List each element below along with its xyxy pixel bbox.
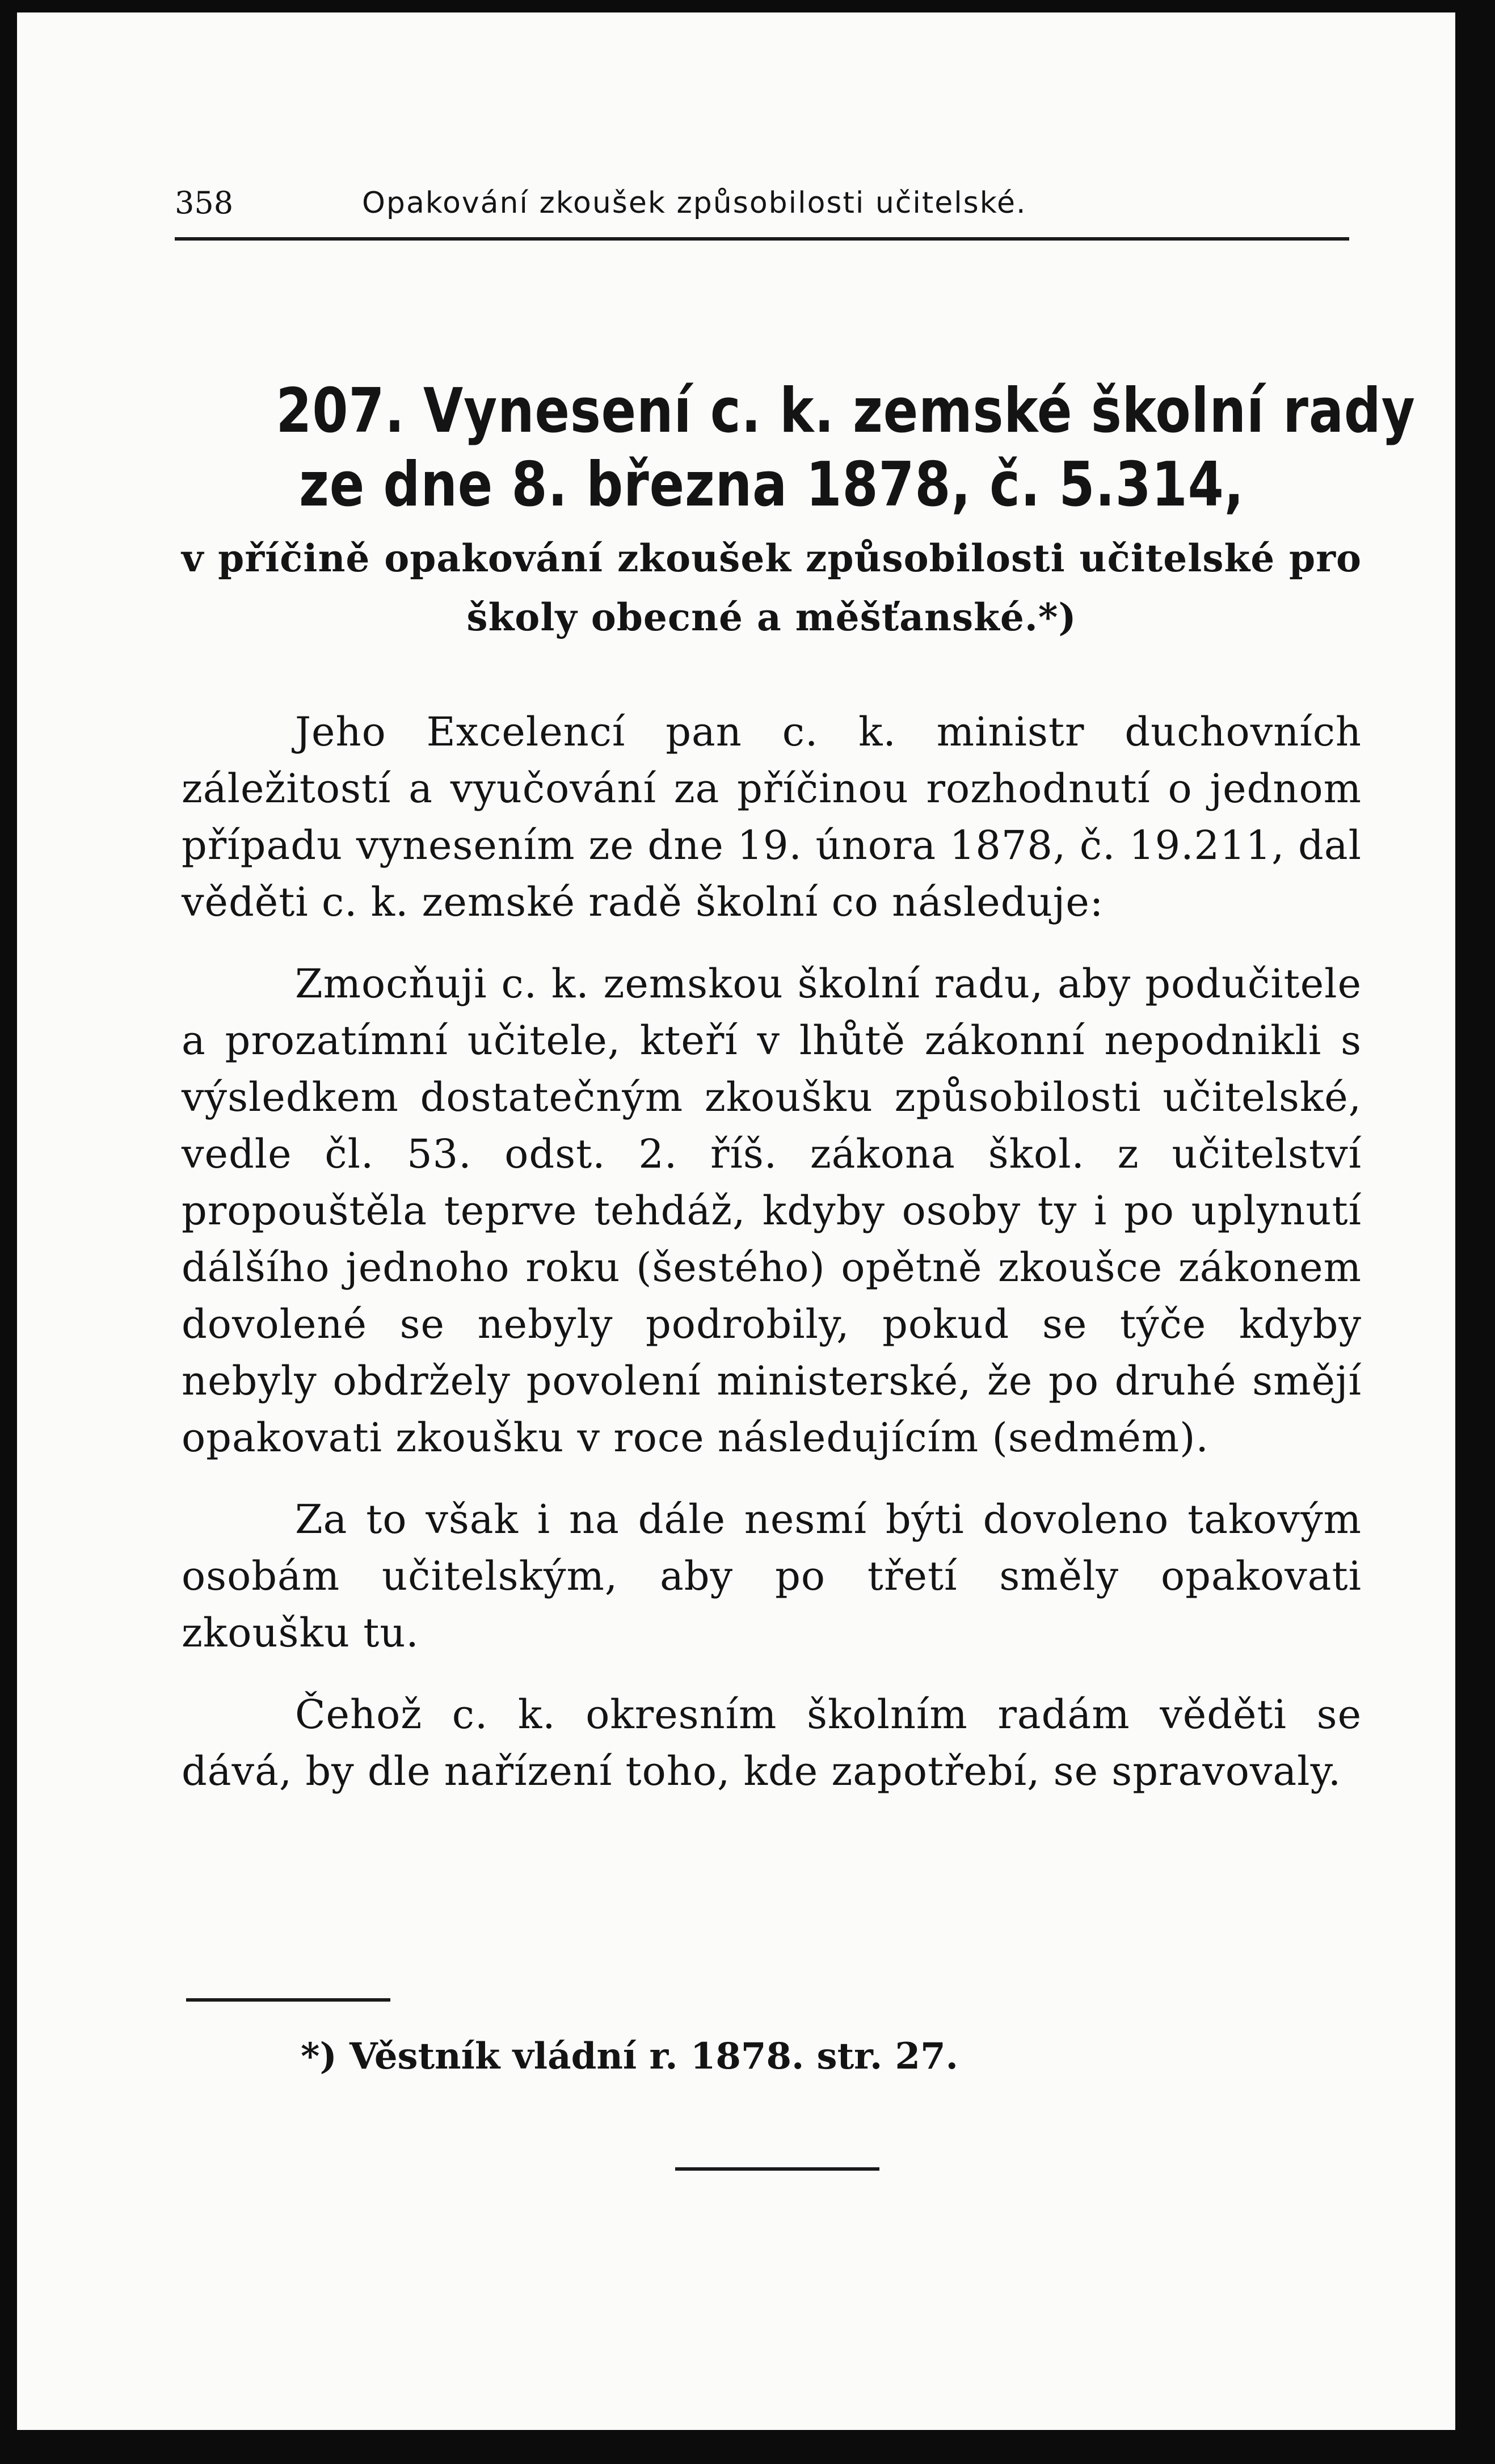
running-header: [175, 180, 1349, 237]
paragraph-ministerial-decision: Jeho Excelencí pan c. k. ministr duchovních záležitostí a vyučování za příčinou rozhodnutí o jednom případu vynesením ze dne 19. února 1878, č. 19.211, dal věděti c. k. zemské radě školní co následuje:: [182, 709, 1362, 925]
paragraph-notification: Čehož c. k. okresním školním radám věděti se dává, by dle nařízení toho, kde zapotřebí, se spravovaly.: [182, 1691, 1362, 1795]
footnote-text: Věstník vládní r. 1878. str. 27.: [349, 2035, 958, 2078]
footnote-reference: *): [1038, 595, 1077, 639]
paragraph-third-attempt: Za to však i na dále nesmí býti dovoleno takovým osobám učitelským, aby po třetí směly opakovati zkoušku tu.: [182, 1496, 1362, 1656]
footnote-rule: [186, 1998, 390, 2002]
end-rule: [675, 2167, 879, 2171]
footnote: [301, 2031, 1322, 2082]
header-rule: [175, 237, 1349, 241]
body-text: [182, 704, 1362, 1825]
paragraph-authorization: Zmocňuji c. k. zemskou školní radu, aby podučitele a prozatímní učitele, kteří v lhůtě zákonní nepodnikli s výsledkem dostatečným zkoušku způsobilosti učitelské, vedle čl. 53. odst. 2. říš. zákona škol. z učitelství propouštěla teprve tehdáž, kdyby osoby ty i po uplynutí dálšího jednoho roku (šestého) opětně zkoušce zákonem dovolené se nebyly podrobily, pokud se týče kdyby nebyly obdržely povolení ministerské, že po druhé smějí opakovati zkoušku v roce následujícím (sedmém).: [182, 961, 1362, 1461]
section-heading: [182, 374, 1416, 647]
running-title: Opakování zkoušek způsobilosti učitelské.: [362, 186, 1027, 220]
heading-line-2: ze dne 8. března 1878, č. 5.314,: [299, 449, 1244, 520]
subtitle-text: v příčině opakování zkoušek způsobilosti učitelské pro školy obecné a měšťanské.: [182, 536, 1362, 639]
footnote-mark: *): [301, 2035, 337, 2078]
page-number: 358: [175, 185, 234, 221]
heading-subtitle: [182, 529, 1362, 647]
heading-line-1: 207. Vynesení c. k. zemské školní rady: [276, 376, 1416, 447]
